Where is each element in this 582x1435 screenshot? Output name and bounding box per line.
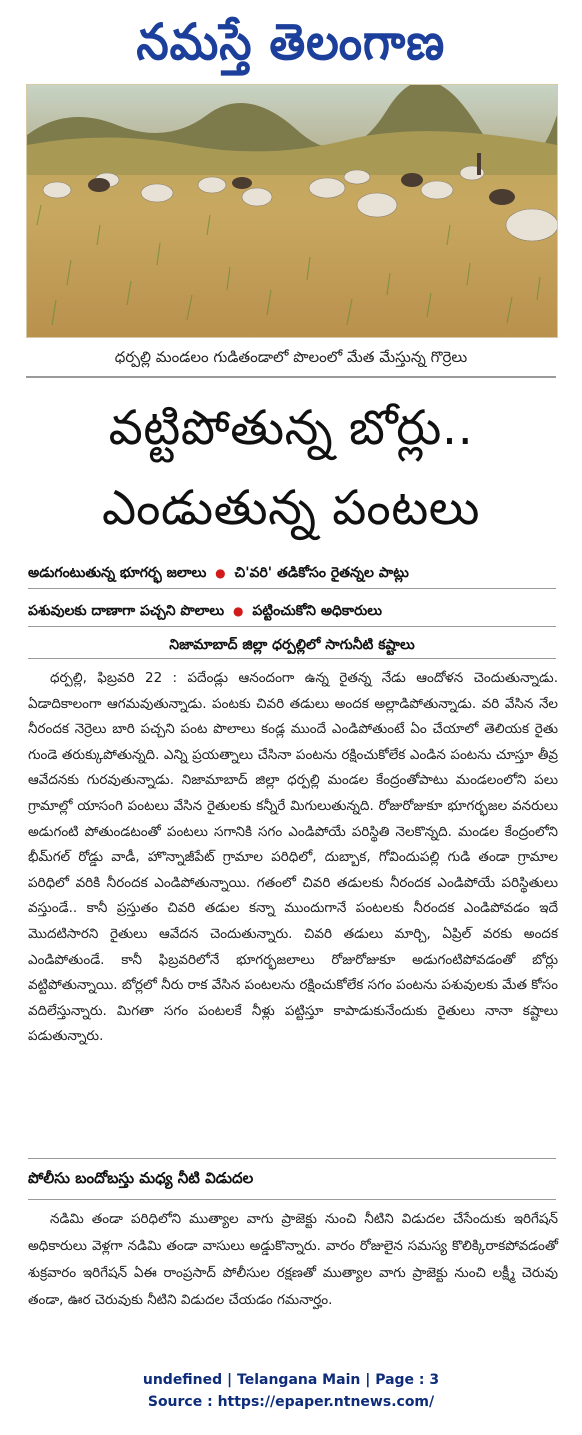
bullet-icon: ● xyxy=(232,604,244,618)
article-body xyxy=(28,666,558,1050)
article-body-2 xyxy=(28,1206,558,1314)
footer-edition-info: undefined | Telangana Main | Page : 3 xyxy=(142,1372,440,1388)
subheading-text: పశువులకు దాణాగా పచ్చని పొలాలు xyxy=(28,603,225,619)
subheading-row-2 xyxy=(28,596,556,627)
photo-caption-text: ధర్పల్లి మండలం గుడితండాలో పొలంలో మేత మేస్తున్న గొర్రెలు xyxy=(114,348,468,366)
article-paragraph: నడిమి తండా పరిధిలోని ముత్యాల వాగు ప్రాజెక్టు నుంచి నీటిని విడుదల చేసేందుకు ఇరిగేషన్ అధికారులు వెళ్లగా నడిమి తండా వాసులు అడ్డుకొన్నారు. వారం రోజులైన సమస్య కొలిక్కిరాకపోవడంతో శుక్రవారం ఇరిగేషన్ ఏఈ రాంప్రసాద్ పోలీసుల రక్షణతో ముత్యాల వాగు ప్రాజెక్టు నుంచి లక్ష్మీ చెరువు తండా, ఊర చెరువుకు నీటిని విడుదల చేయడం గమనార్హం. xyxy=(28,1211,558,1308)
subheading-text: అడుగంటుతున్న భూగర్భ జలాలు xyxy=(28,565,207,581)
article-paragraph: ధర్పల్లి, ఫిబ్రవరి 22 : పదేండ్లు ఆనందంగా ఉన్న రైతన్న నేడు ఆందోళన చెందుతున్నాడు. ఏడాదికాలంగా ఆగమవుతున్నాడు. పంటకు చివరి తడులు అందక అల్లాడిపోతున్నాడు. వరి వేసిన నేల నీరందక నెర్రెలు బారి పచ్చని పంట పొలాలు కండ్ల ముందే ఎండిపోతుంటే ఏం చేయాలో తెలియక రైతు గుండె తరుక్కుపోతున్నది. ఎన్ని ప్రయత్నాలు చేసినా పంటను రక్షించుకోలేక ఎండిన పంటను చూస్తూ తీవ్ర ఆవేదనకు గురవుతున్నాడు. నిజామాబాద్ జిల్లా ధర్పల్లి మండల కేంద్రంతోపాటు మండలంలోని పలు గ్రామాల్లో యాసంగి పంటలు వేసిన రైతులకు కన్నీరే మిగులుతున్నది. రోజురోజుకూ భూగర్భజల వనరులు అడుగంటి పోతుండటంతో పంటలు సగానికి సగం ఎండిపోయే పరిస్థితి నెలకొన్నది. మండల కేంద్రంలోని భీమ్‌గల్ రోడ్డు వాడీ, హొన్నాజీపేట్ గ్రామాల పరిధిలో, దుబ్బాక, గోవిందుపల్లి గుడి తండా గ్రామాల పరిధిలో వరికి నీరందక ఎండిపోతున్నాయి. గతంలో చివరి తడులకు నీరందక ఎండిపోయే పరిస్థితులు వస్తుండే.. కానీ ప్రస్తుతం చివరి తడుల కన్నా ముందుగానే పంటలకు నీరందక ఎండిపోవడం ఇదే మొదటిసారని రైతులు ఆవేదన చెందుతున్నారు. చివరి తడులు మార్చి, ఏప్రిల్ వరకు అందక ఎండిపోతుండే. కానీ ఫిబ్రవరిలోనే భూగర్భజలాలు రోజురోజుకూ అడుగంటిపోవడంతో బోర్లు వట్టిపోతున్నాయి. బోర్లలో నీరు రాక వేసిన పంటలను రక్షించుకోలేక సగం పంటను పశువులకు మేత కోసం వదిలేస్తున్నారు. మిగతా సగం పంటలకే నీళ్లు పట్టిస్తూ కాపాడుకునేందుకు రైతులు నానా కష్టాలు పడుతున్నారు. xyxy=(28,670,558,1045)
subheading-row-1 xyxy=(28,558,556,589)
subheading-text: చి'వరి' తడికోసం రైతన్నల పాట్లు xyxy=(234,565,409,581)
kicker-line: నిజామాబాద్ జిల్లా ధర్పల్లిలో సాగునీటి కష్టాలు xyxy=(28,632,556,659)
headline-line-2: ఎండుతున్న పంటలు xyxy=(102,480,480,536)
bullet-icon: ● xyxy=(215,566,226,580)
news-photo xyxy=(26,84,558,338)
masthead xyxy=(0,6,582,78)
headline-line-1: వట్టిపోతున్న బోర్లు.. xyxy=(108,400,474,456)
section-heading: పోలీసు బందోబస్తు మధ్య నీటి విడుదల xyxy=(28,1158,556,1200)
newspaper-title: నమస్తే తెలంగాణ xyxy=(136,13,446,71)
field-with-sheep-photo xyxy=(27,85,557,337)
footer-source-link[interactable]: Source : https://epaper.ntnews.com/ xyxy=(147,1394,435,1410)
photo-caption xyxy=(26,340,556,378)
subheading-text: పట్టించుకోని అధికారులు xyxy=(252,603,382,619)
